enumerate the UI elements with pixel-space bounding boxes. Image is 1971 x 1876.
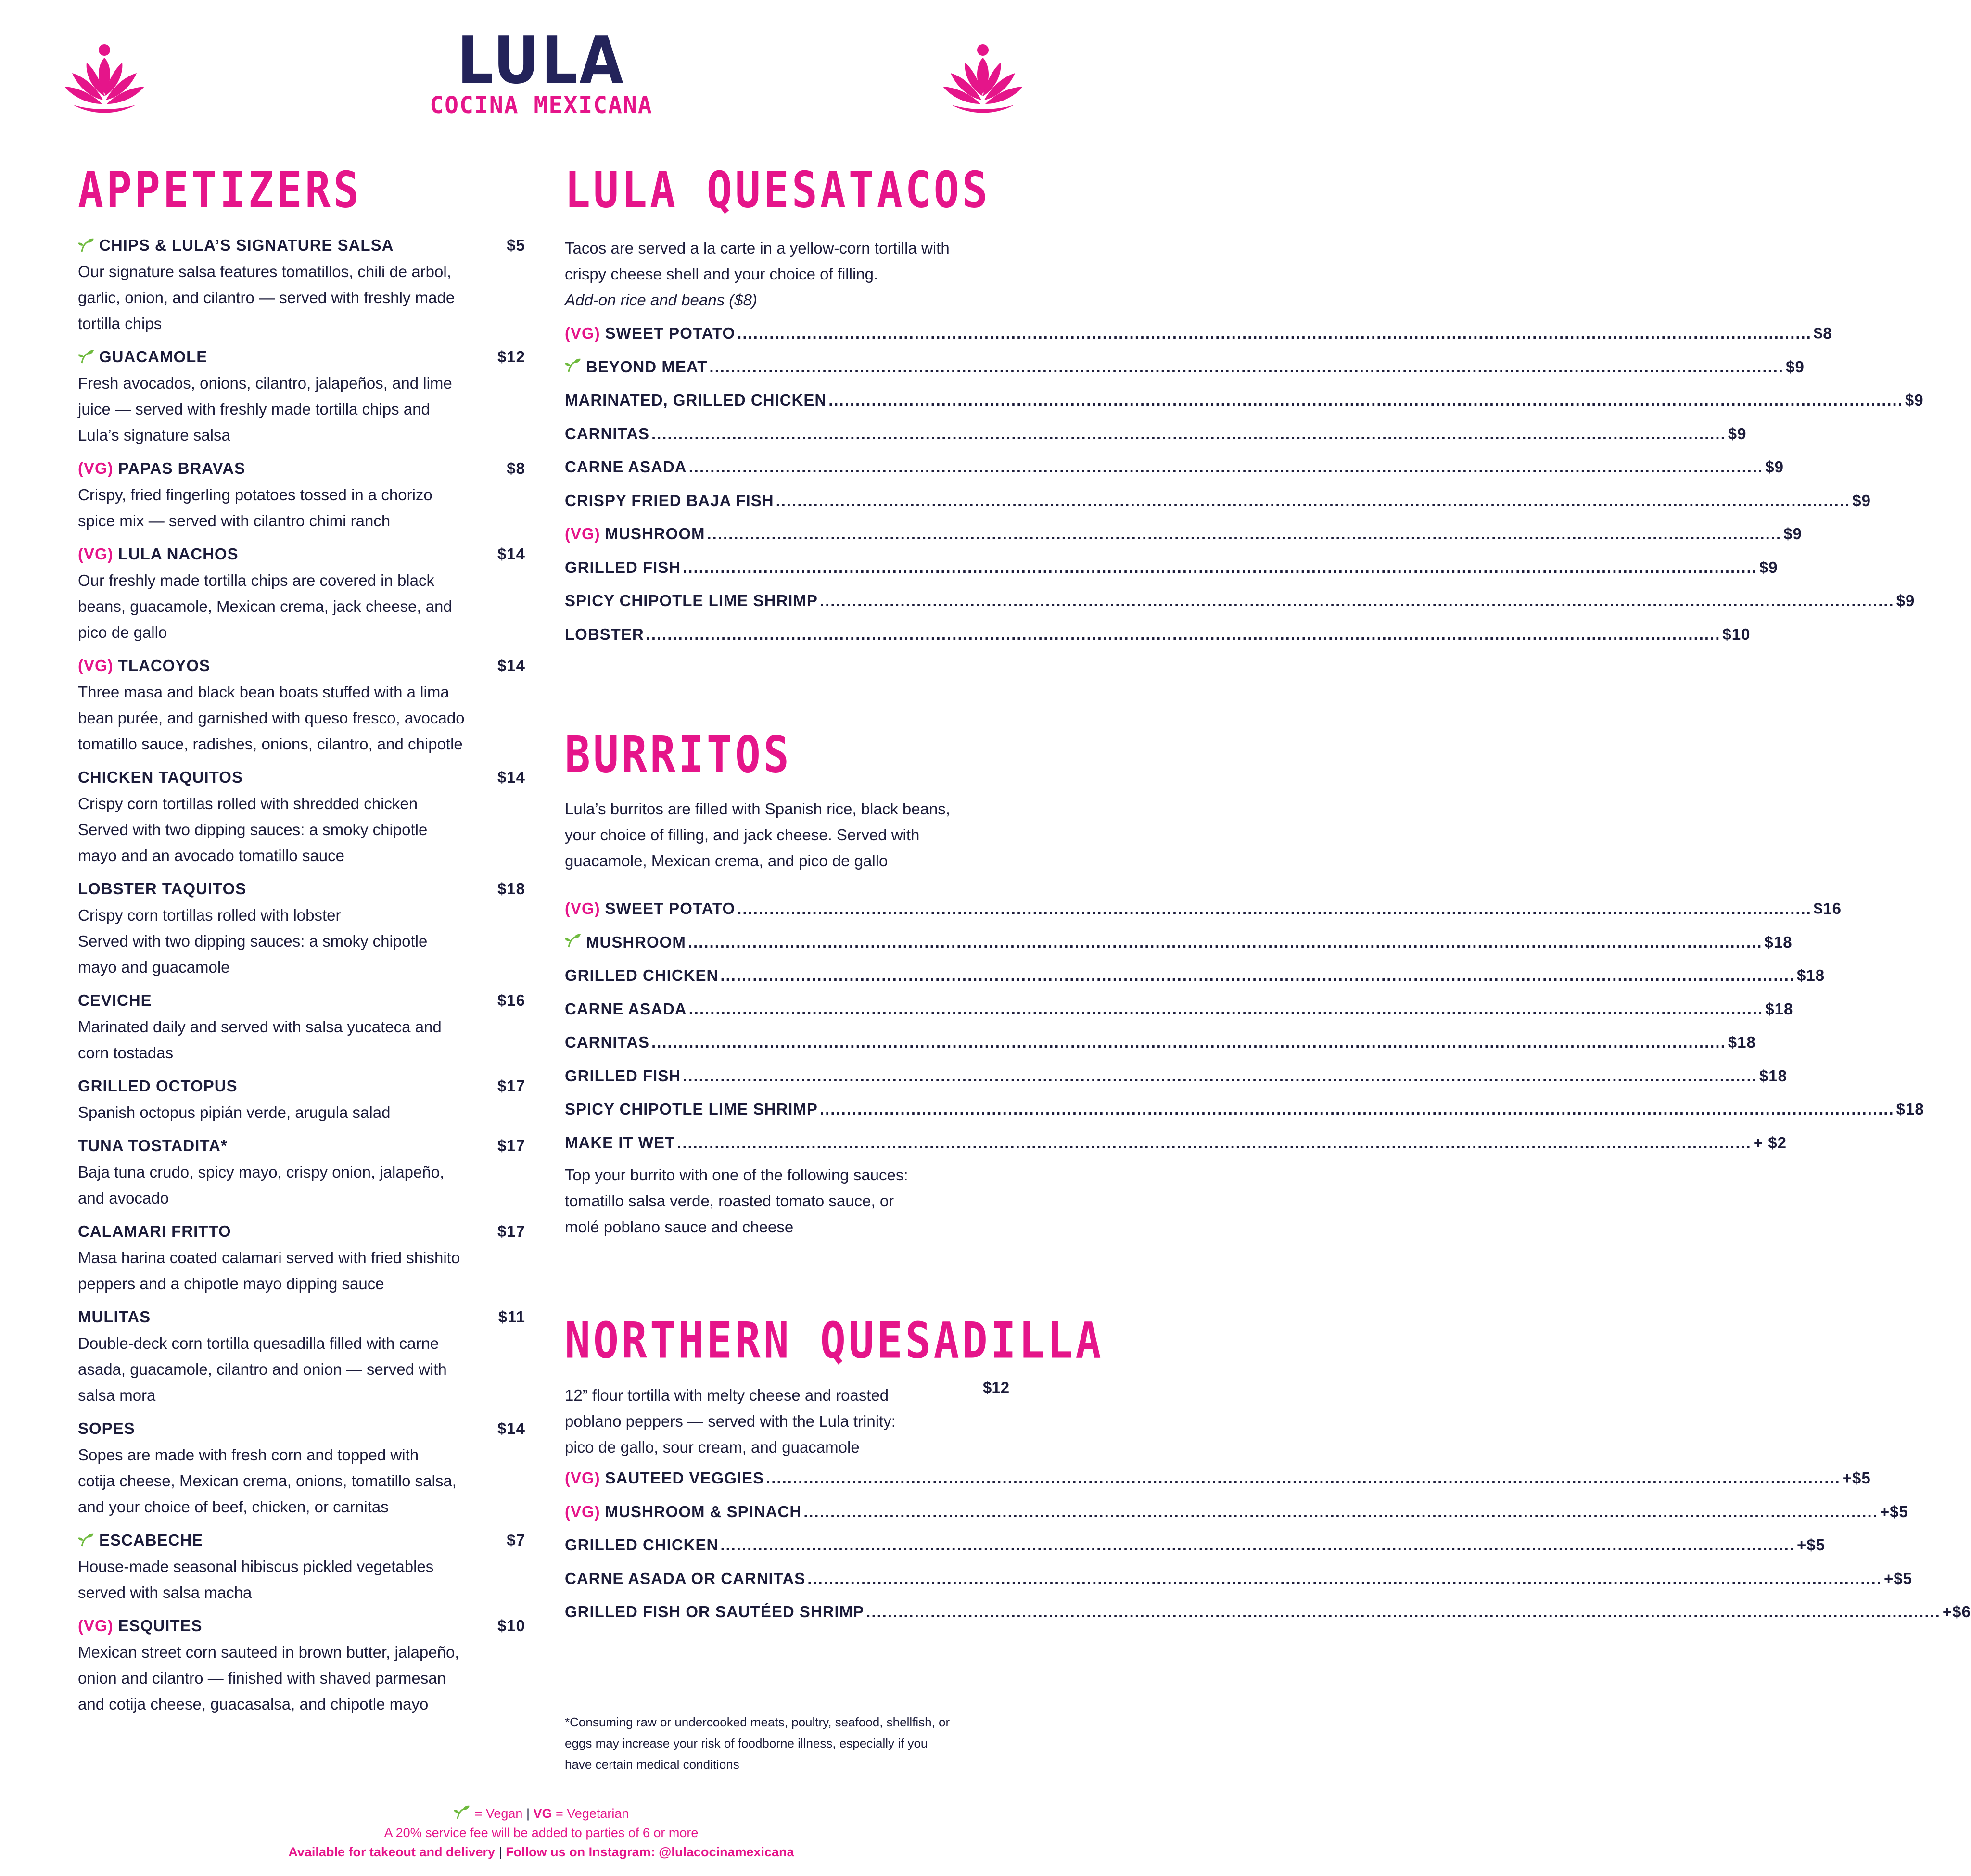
- item-name: ESQUITES: [118, 1617, 203, 1635]
- item-price: $9: [1852, 491, 1871, 509]
- description-line: Mexican street corn sauteed in brown butter, jalapeño,: [78, 1643, 459, 1661]
- item-price: $18: [1764, 933, 1793, 951]
- item-name: ESCABECHE: [99, 1531, 203, 1549]
- menu-item: [78, 1218, 525, 1297]
- item-price: +$5: [1880, 1502, 1908, 1521]
- item-header: [78, 1073, 525, 1100]
- menu-item: [565, 491, 1871, 525]
- quesadilla-list: [565, 1469, 1971, 1636]
- item-price: $17: [497, 1137, 525, 1154]
- item-header: [78, 541, 525, 568]
- separator: |: [498, 1845, 502, 1859]
- description-line: Fresh avocados, onions, cilantro, jalapeños, and lime: [78, 374, 452, 392]
- item-price: $17: [497, 1077, 525, 1095]
- menu-item: [78, 232, 525, 337]
- item-name: MAKE IT WET: [565, 1133, 675, 1152]
- menu-item: [565, 592, 1915, 625]
- food-safety-disclaimer: [565, 1711, 1012, 1775]
- item-name: CARNE ASADA: [565, 1000, 687, 1018]
- menu-item: [78, 455, 525, 534]
- item-description: [78, 679, 525, 757]
- item-price: $18: [1728, 1033, 1756, 1051]
- menu-item: [78, 1415, 525, 1520]
- quesatacos-intro: [565, 235, 950, 313]
- dot-leader: ........................................................................................................................................................................................................: [720, 966, 1795, 984]
- item-price: $5: [507, 236, 525, 254]
- menu-item: [78, 1527, 525, 1606]
- brand-subtitle: COCINA MEXICANA: [430, 92, 653, 119]
- menu-item: [78, 1073, 525, 1126]
- menu-item: [565, 900, 1842, 933]
- description-line: Marinated daily and served with salsa yucateca and: [78, 1018, 442, 1036]
- item-price: $18: [1759, 1066, 1787, 1085]
- item-name: SPICY CHIPOTLE LIME SHRIMP: [565, 1100, 818, 1118]
- item-name: PAPAS BRAVAS: [118, 459, 246, 477]
- separator: |: [526, 1806, 530, 1821]
- vegetarian-tag: (VG): [565, 900, 600, 917]
- item-name: CARNE ASADA: [565, 458, 687, 476]
- sprout-icon: [454, 1805, 470, 1819]
- menu-item: [565, 391, 1924, 425]
- make-it-wet-note: [565, 1162, 908, 1240]
- menu-item: [78, 1612, 525, 1717]
- item-description: [78, 791, 525, 869]
- item-price: $18: [497, 880, 525, 898]
- appetizers-title: APPETIZERS: [78, 160, 362, 219]
- description-line: corn tostadas: [78, 1044, 174, 1062]
- dot-leader: ........................................................................................................................................................................................................: [651, 424, 1726, 443]
- dot-leader: ........................................................................................................................................................................................................: [677, 1133, 1752, 1152]
- item-description: [78, 1554, 525, 1606]
- sprout-icon: [78, 349, 94, 364]
- item-price: +$5: [1883, 1569, 1912, 1587]
- item-name: CARNITAS: [565, 424, 650, 443]
- instagram-link[interactable]: Follow us on Instagram: @lulacocinamexicana: [506, 1845, 794, 1859]
- menu-item: [565, 1000, 1793, 1034]
- service-fee-note: A 20% service fee will be added to parties of 6 or more: [384, 1825, 699, 1840]
- item-price: $14: [497, 657, 525, 674]
- item-price: $16: [1813, 900, 1842, 917]
- item-header: [78, 455, 525, 482]
- description-line: Crispy corn tortillas rolled with shredded chicken: [78, 795, 418, 812]
- intro-line: guacamole, Mexican crema, and pico de gallo: [565, 852, 888, 870]
- item-price: $14: [497, 1420, 525, 1437]
- disclaimer-line: have certain medical conditions: [565, 1757, 739, 1772]
- item-price: $9: [1786, 357, 1805, 376]
- item-price: $7: [507, 1531, 525, 1549]
- item-header: [78, 987, 525, 1014]
- item-name: LOBSTER: [565, 625, 644, 643]
- item-name: CEVICHE: [78, 991, 152, 1009]
- note-line: molé poblano sauce and cheese: [565, 1218, 794, 1236]
- description-line: and your choice of beef, chicken, or carnitas: [78, 1498, 389, 1516]
- description-line: tortilla chips: [78, 315, 162, 332]
- menu-item: [565, 424, 1747, 458]
- dot-leader: ........................................................................................................................................................................................................: [707, 525, 1782, 543]
- item-name: MUSHROOM: [605, 525, 705, 543]
- description-line: Served with two dipping sauces: a smoky chipotle: [78, 821, 428, 838]
- vegetarian-tag: (VG): [78, 545, 114, 563]
- description-line: Sopes are made with fresh corn and topped with: [78, 1446, 419, 1464]
- item-name: GRILLED OCTOPUS: [78, 1077, 238, 1095]
- menu-item: [565, 1469, 1871, 1503]
- vegetarian-tag: (VG): [78, 657, 114, 674]
- description-line: Served with two dipping sauces: a smoky chipotle: [78, 932, 428, 950]
- item-name: CARNE ASADA OR CARNITAS: [565, 1569, 806, 1587]
- description-line: beans, guacamole, Mexican crema, jack cheese, and: [78, 597, 452, 615]
- item-name: BEYOND MEAT: [586, 357, 708, 376]
- quesadilla-intro: [565, 1382, 896, 1460]
- item-price: $9: [1759, 558, 1778, 576]
- item-description: [78, 902, 525, 980]
- disclaimer-line: eggs may increase your risk of foodborne illness, especially if you: [565, 1736, 928, 1750]
- item-header: [78, 875, 525, 902]
- item-price: + $2: [1753, 1133, 1787, 1152]
- menu-item: [78, 764, 525, 869]
- vegetarian-tag: (VG): [565, 1502, 600, 1521]
- item-name: CRISPY FRIED BAJA FISH: [565, 491, 774, 509]
- item-description: [78, 1245, 525, 1297]
- dot-leader: ........................................................................................................................................................................................................: [766, 1469, 1841, 1487]
- intro-line: your choice of filling, and jack cheese. Served with: [565, 826, 920, 844]
- vegetarian-tag: (VG): [78, 1617, 114, 1635]
- item-name: GRILLED FISH: [565, 1066, 681, 1085]
- note-line: Top your burrito with one of the following sauces:: [565, 1166, 908, 1184]
- item-price: +$5: [1797, 1536, 1826, 1554]
- item-header: [78, 232, 525, 259]
- item-name: LOBSTER TAQUITOS: [78, 880, 247, 898]
- description-line: salsa mora: [78, 1386, 156, 1404]
- item-description: [78, 482, 525, 534]
- dot-leader: ........................................................................................................................................................................................................: [683, 1066, 1757, 1085]
- description-line: cotija cheese, Mexican crema, onions, tomatillo salsa,: [78, 1472, 457, 1490]
- dot-leader: ........................................................................................................................................................................................................: [828, 391, 1903, 409]
- item-price: $9: [1783, 525, 1802, 543]
- vegetarian-tag: (VG): [565, 1469, 600, 1487]
- diet-legend: [0, 1804, 1082, 1823]
- item-description: [78, 1331, 525, 1408]
- dot-leader: ........................................................................................................................................................................................................: [803, 1502, 1878, 1521]
- item-price: $10: [1722, 625, 1751, 643]
- dot-leader: ........................................................................................................................................................................................................: [688, 458, 1764, 476]
- contact-line: [0, 1842, 1082, 1862]
- item-description: [78, 1100, 525, 1126]
- intro-line: poblano peppers — served with the Lula trinity:: [565, 1412, 896, 1430]
- item-name: CHIPS & LULA’S SIGNATURE SALSA: [99, 236, 394, 254]
- item-name: CARNITAS: [565, 1033, 650, 1051]
- description-line: Our signature salsa features tomatillos, chili de arbol,: [78, 263, 451, 280]
- vegetarian-tag: (VG): [565, 525, 600, 543]
- item-name: SWEET POTATO: [605, 900, 736, 917]
- intro-addon: Add-on rice and beans ($8): [565, 291, 757, 309]
- item-name: GUACAMOLE: [99, 348, 208, 366]
- menu-item: [78, 652, 525, 757]
- description-line: Crispy corn tortillas rolled with lobster: [78, 906, 341, 924]
- item-description: [78, 259, 525, 337]
- sprout-icon: [78, 1533, 94, 1547]
- dot-leader: ........................................................................................................................................................................................................: [866, 1603, 1941, 1621]
- item-name: MUSHROOM: [586, 933, 686, 951]
- item-name: MULITAS: [78, 1308, 151, 1326]
- item-name: SWEET POTATO: [605, 324, 736, 342]
- description-line: Masa harina coated calamari served with fried shishito: [78, 1249, 460, 1267]
- vegan-legend: = Vegan: [474, 1806, 523, 1821]
- description-line: Spanish octopus pipián verde, arugula salad: [78, 1103, 391, 1121]
- item-price: $8: [507, 459, 525, 477]
- menu-item: [78, 1304, 525, 1408]
- burritos-list: [565, 900, 1924, 1167]
- item-name: SPICY CHIPOTLE LIME SHRIMP: [565, 592, 818, 609]
- menu-item: [78, 1132, 525, 1211]
- item-name: LULA NACHOS: [118, 545, 239, 563]
- description-line: mayo and an avocado tomatillo sauce: [78, 847, 345, 864]
- item-description: [78, 370, 525, 448]
- item-name: SOPES: [78, 1420, 135, 1437]
- item-price: $10: [497, 1617, 525, 1635]
- description-line: Baja tuna crudo, spicy mayo, crispy onion, jalapeño,: [78, 1163, 445, 1181]
- appetizers-list: [78, 232, 525, 1724]
- item-price: $18: [1765, 1000, 1793, 1018]
- dot-leader: ........................................................................................................................................................................................................: [683, 558, 1757, 576]
- footer: [0, 1804, 1082, 1862]
- item-header: [78, 764, 525, 791]
- item-price: $9: [1728, 424, 1747, 443]
- dot-leader: ........................................................................................................................................................................................................: [776, 491, 1851, 509]
- disclaimer-line: *Consuming raw or undercooked meats, poultry, seafood, shellfish, or: [565, 1715, 950, 1729]
- item-header: [78, 1218, 525, 1245]
- menu-item: [565, 1569, 1912, 1603]
- item-price: +$6: [1942, 1603, 1971, 1621]
- dot-leader: ........................................................................................................................................................................................................: [709, 357, 1784, 376]
- item-price: $14: [497, 545, 525, 563]
- intro-line: pico de gallo, sour cream, and guacamole: [565, 1438, 860, 1456]
- description-line: spice mix — served with cilantro chimi ranch: [78, 512, 391, 530]
- menu-item: [565, 1502, 1908, 1536]
- item-name: CALAMARI FRITTO: [78, 1222, 231, 1240]
- item-description: [78, 1159, 525, 1211]
- menu-item: [565, 357, 1805, 392]
- vg-abbr: VG: [533, 1806, 552, 1821]
- description-line: Our freshly made tortilla chips are covered in black: [78, 571, 434, 589]
- menu-item: [78, 541, 525, 646]
- menu-item: [78, 987, 525, 1066]
- item-price: $17: [497, 1222, 525, 1240]
- vg-legend: = Vegetarian: [556, 1806, 629, 1821]
- dot-leader: ........................................................................................................................................................................................................: [720, 1536, 1795, 1554]
- description-line: asada, guacamole, cilantro and onion — served with: [78, 1360, 447, 1378]
- item-price: $18: [1896, 1100, 1924, 1118]
- description-line: peppers and a chipotle mayo dipping sauce: [78, 1275, 384, 1293]
- quesadilla-title: NORTHERN QUESADILLA: [565, 1311, 1104, 1370]
- brand-logo: [0, 22, 1082, 119]
- description-line: and avocado: [78, 1189, 169, 1207]
- menu-item: [565, 933, 1793, 967]
- item-price: $9: [1905, 391, 1924, 409]
- item-header: [78, 1612, 525, 1639]
- description-line: garlic, onion, and cilantro — served with freshly made: [78, 289, 455, 306]
- item-header: [78, 1304, 525, 1331]
- item-header: [78, 1415, 525, 1442]
- item-price: $14: [497, 768, 525, 786]
- dot-leader: ........................................................................................................................................................................................................: [688, 1000, 1764, 1018]
- sprout-icon: [78, 238, 94, 252]
- menu-item: [78, 875, 525, 980]
- vegetarian-tag: (VG): [565, 324, 600, 342]
- intro-line: Lula’s burritos are filled with Spanish rice, black beans,: [565, 800, 950, 818]
- takeout-note: Available for takeout and delivery: [288, 1845, 496, 1859]
- note-line: tomatillo salsa verde, roasted tomato sauce, or: [565, 1192, 894, 1210]
- description-line: onion and cilantro — finished with shaved parmesan: [78, 1669, 446, 1687]
- menu-item: [78, 343, 525, 448]
- item-name: GRILLED CHICKEN: [565, 1536, 719, 1554]
- quesadilla-price: $12: [983, 1379, 1010, 1396]
- item-name: CHICKEN TAQUITOS: [78, 768, 243, 786]
- item-price: $11: [498, 1308, 525, 1326]
- sprout-icon: [565, 358, 581, 372]
- description-line: Crispy, fried fingerling potatoes tossed in a chorizo: [78, 486, 432, 504]
- quesatacos-title: LULA QUESATACOS: [565, 160, 991, 219]
- item-header: [78, 343, 525, 370]
- item-name: SAUTEED VEGGIES: [605, 1469, 764, 1487]
- item-header: [78, 1132, 525, 1159]
- item-description: [78, 1442, 525, 1520]
- item-name: GRILLED FISH: [565, 558, 681, 576]
- item-price: $12: [497, 348, 525, 366]
- brand-name: LULA: [457, 22, 625, 99]
- item-price: $18: [1797, 966, 1825, 984]
- dot-leader: ........................................................................................................................................................................................................: [651, 1033, 1726, 1051]
- dot-leader: ........................................................................................................................................................................................................: [819, 1100, 1895, 1118]
- item-description: [78, 568, 525, 646]
- menu-item: [565, 1033, 1756, 1067]
- menu-item: [565, 558, 1778, 592]
- intro-line: 12” flour tortilla with melty cheese and roasted: [565, 1386, 889, 1404]
- menu-item: [565, 625, 1751, 659]
- menu-item: [565, 966, 1825, 1000]
- menu-item: [565, 525, 1802, 558]
- description-line: Double-deck corn tortilla quesadilla filled with carne: [78, 1334, 439, 1352]
- description-line: tomatillo sauce, radishes, onions, cilantro, and chipotle: [78, 735, 463, 753]
- dot-leader: ........................................................................................................................................................................................................: [687, 933, 1763, 951]
- item-price: $16: [497, 991, 525, 1009]
- item-name: TUNA TOSTADITA*: [78, 1137, 228, 1154]
- item-name: TLACOYOS: [118, 657, 211, 674]
- vegetarian-tag: (VG): [78, 459, 114, 477]
- description-line: juice — served with freshly made tortilla chips and: [78, 400, 430, 418]
- description-line: Lula’s signature salsa: [78, 426, 230, 444]
- description-line: and cotija cheese, guacasalsa, and chipotle mayo: [78, 1695, 429, 1713]
- dot-leader: ........................................................................................................................................................................................................: [807, 1569, 1882, 1587]
- description-line: bean purée, and garnished with queso fresco, avocado: [78, 709, 465, 727]
- item-price: $9: [1765, 458, 1784, 476]
- description-line: Three masa and black bean boats stuffed with a lima: [78, 683, 449, 701]
- quesatacos-list: [565, 324, 1924, 659]
- item-name: MUSHROOM & SPINACH: [605, 1502, 802, 1521]
- menu-item: [565, 1066, 1787, 1101]
- description-line: House-made seasonal hibiscus pickled vegetables: [78, 1558, 434, 1575]
- item-price: $9: [1896, 592, 1915, 609]
- item-header: [78, 652, 525, 679]
- dot-leader: ........................................................................................................................................................................................................: [737, 324, 1812, 342]
- menu-item: [565, 324, 1832, 358]
- item-price: $8: [1813, 324, 1832, 342]
- item-header: [78, 1527, 525, 1554]
- menu-item: [565, 1603, 1971, 1636]
- item-name: GRILLED FISH OR SAUTÉED SHRIMP: [565, 1603, 865, 1621]
- burritos-title: BURRITOS: [565, 725, 792, 784]
- menu-item: [565, 1536, 1826, 1570]
- dot-leader: ........................................................................................................................................................................................................: [646, 625, 1721, 643]
- item-name: MARINATED, GRILLED CHICKEN: [565, 391, 827, 409]
- burritos-intro: [565, 796, 950, 874]
- item-description: [78, 1014, 525, 1066]
- item-price: +$5: [1842, 1469, 1871, 1487]
- dot-leader: ........................................................................................................................................................................................................: [737, 900, 1812, 917]
- dot-leader: ........................................................................................................................................................................................................: [819, 592, 1895, 609]
- intro-line: crispy cheese shell and your choice of filling.: [565, 265, 878, 283]
- description-line: served with salsa macha: [78, 1584, 252, 1601]
- menu-item: [565, 1100, 1924, 1134]
- description-line: mayo and guacamole: [78, 958, 230, 976]
- item-name: GRILLED CHICKEN: [565, 966, 719, 984]
- sprout-icon: [565, 933, 581, 948]
- intro-line: Tacos are served a la carte in a yellow-corn tortilla with: [565, 239, 950, 257]
- menu-item: [565, 458, 1784, 492]
- item-description: [78, 1639, 525, 1717]
- description-line: pico de gallo: [78, 623, 167, 641]
